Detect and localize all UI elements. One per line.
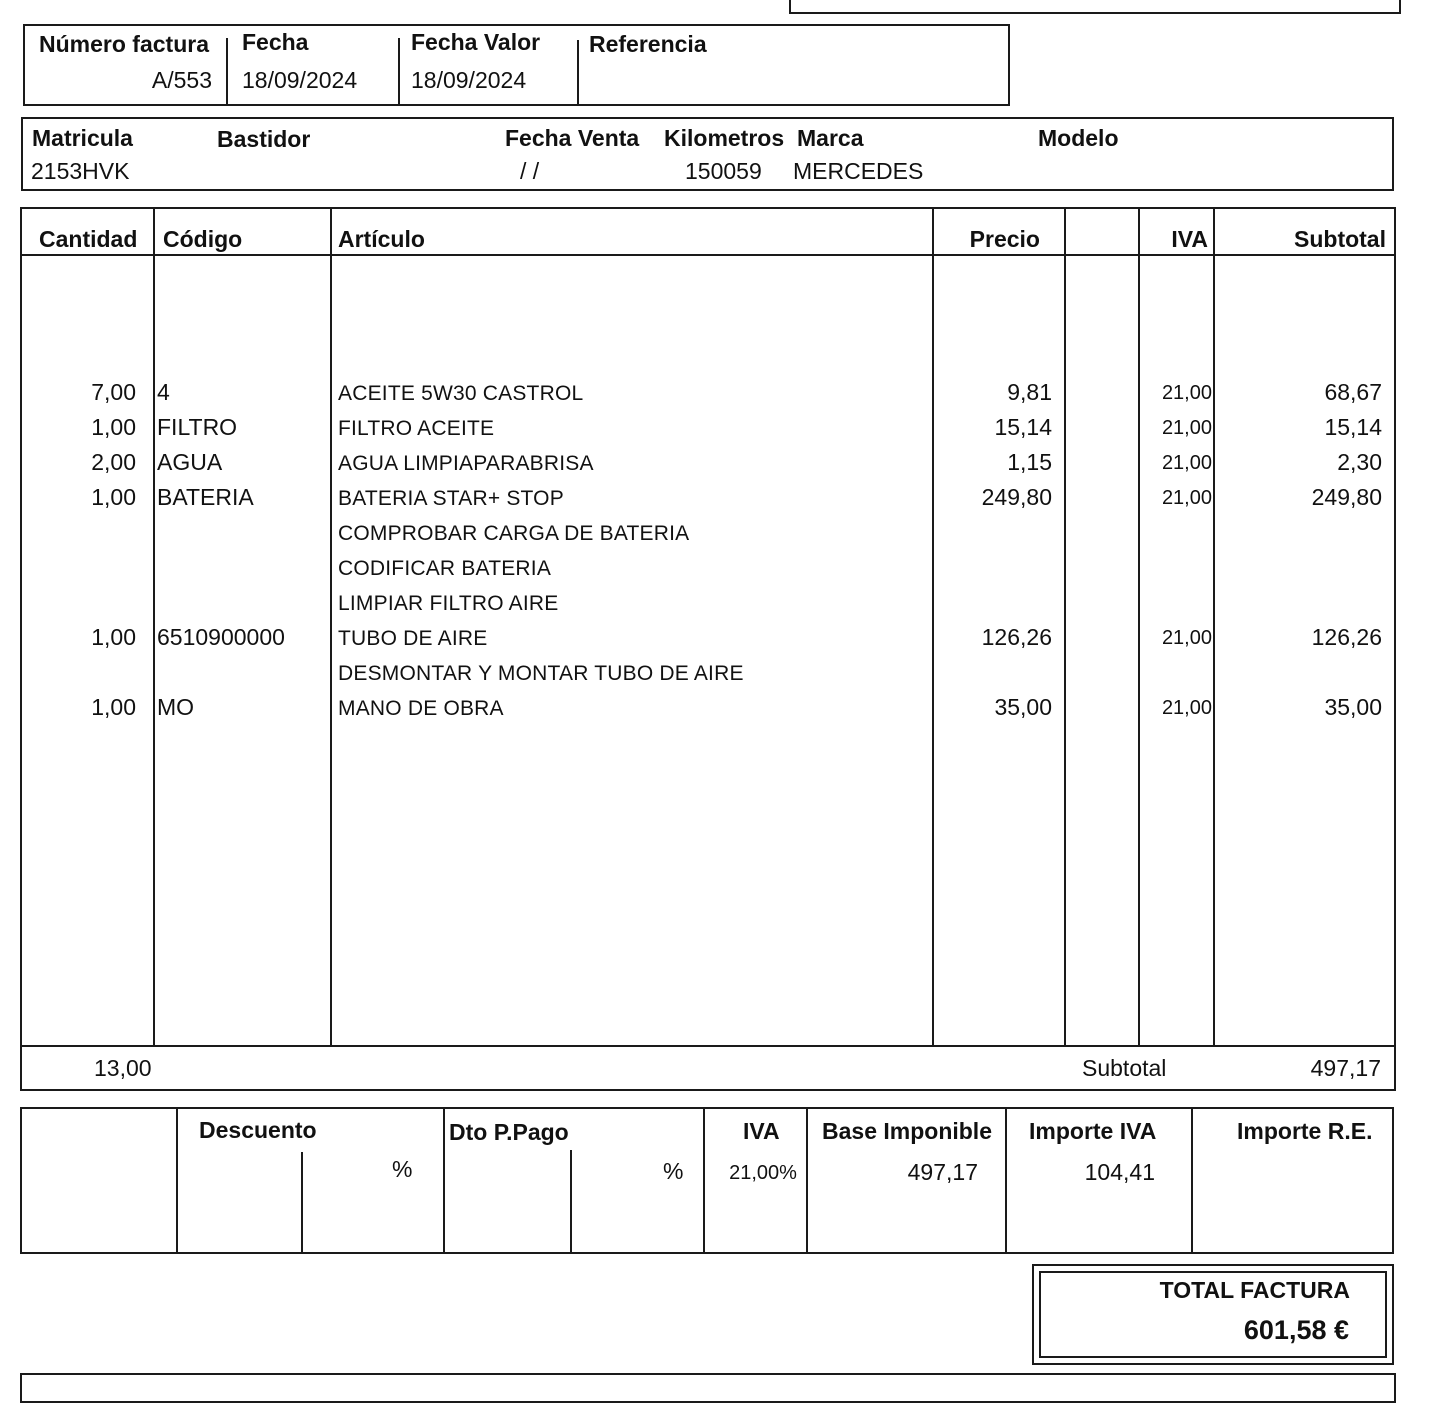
cell-iva: 21,00 [1161, 417, 1212, 439]
kilometros-value: 150059 [685, 158, 762, 184]
cell-codigo: 6510900000 [157, 624, 285, 650]
cell-subtotal: 35,00 [1324, 694, 1382, 720]
divider [1005, 1107, 1007, 1254]
cell-articulo: DESMONTAR Y MONTAR TUBO DE AIRE [338, 662, 744, 685]
total-cantidad: 13,00 [94, 1055, 152, 1081]
fecha-valor-value: 18/09/2024 [411, 67, 527, 93]
fecha-label: Fecha [242, 29, 309, 55]
table-footer-divider [20, 1045, 1396, 1047]
cell-cantidad: 1,00 [91, 484, 136, 510]
descuento-label: Descuento [199, 1117, 317, 1143]
header-codigo: Código [163, 226, 243, 252]
cell-articulo: MANO DE OBRA [338, 697, 504, 720]
kilometros-label: Kilometros [664, 125, 785, 151]
divider [443, 1107, 445, 1254]
table-row [0, 556, 1440, 591]
cell-cantidad: 7,00 [91, 379, 136, 405]
divider [1191, 1107, 1193, 1254]
table-row [0, 486, 1440, 521]
descuento-pct-symbol: % [392, 1156, 413, 1182]
cell-articulo: TUBO DE AIRE [338, 627, 488, 650]
divider [398, 38, 400, 104]
subtotal-label: Subtotal [1082, 1055, 1167, 1081]
cell-codigo: AGUA [157, 449, 223, 475]
table-row [0, 696, 1440, 731]
bottom-partial-box [20, 1373, 1396, 1403]
table-row [0, 416, 1440, 451]
numero-factura-value: A/553 [151, 67, 212, 93]
importe-iva-label: Importe IVA [1029, 1118, 1157, 1144]
table-row [0, 661, 1440, 696]
cell-cantidad: 1,00 [91, 414, 136, 440]
cell-precio: 1,15 [1007, 449, 1052, 475]
cell-iva: 21,00 [1161, 627, 1212, 649]
cell-iva: 21,00 [1161, 382, 1212, 404]
cell-iva: 21,00 [1161, 487, 1212, 509]
cell-articulo: COMPROBAR CARGA DE BATERIA [338, 522, 690, 545]
table-row [0, 591, 1440, 626]
table-row [0, 451, 1440, 486]
cell-cantidad: 1,00 [91, 624, 136, 650]
bastidor-label: Bastidor [217, 126, 311, 152]
cell-codigo: 4 [157, 379, 170, 405]
header-precio: Precio [969, 226, 1040, 252]
total-factura-label: TOTAL FACTURA [1159, 1277, 1350, 1303]
divider [577, 40, 579, 104]
fecha-venta-label: Fecha Venta [505, 125, 640, 151]
cell-subtotal: 2,30 [1337, 449, 1382, 475]
cell-codigo: BATERIA [157, 484, 254, 510]
dto-ppago-label: Dto P.Pago [449, 1119, 569, 1145]
divider [570, 1150, 572, 1254]
table-header-divider [20, 254, 1396, 256]
importe-iva-value: 104,41 [1084, 1159, 1155, 1185]
iva-value: 21,00% [729, 1162, 797, 1184]
cell-precio: 249,80 [981, 484, 1052, 510]
cell-cantidad: 1,00 [91, 694, 136, 720]
divider [703, 1107, 705, 1254]
cell-subtotal: 126,26 [1311, 624, 1382, 650]
header-articulo: Artículo [338, 226, 425, 252]
cell-subtotal: 249,80 [1311, 484, 1382, 510]
marca-value: MERCEDES [793, 158, 924, 184]
fecha-valor-label: Fecha Valor [411, 29, 541, 55]
header-iva: IVA [1171, 226, 1208, 252]
top-partial-box [789, 0, 1401, 14]
numero-factura-label: Número factura [39, 31, 209, 57]
cell-articulo: FILTRO ACEITE [338, 417, 495, 440]
cell-articulo: CODIFICAR BATERIA [338, 557, 552, 580]
divider [301, 1152, 303, 1254]
header-subtotal: Subtotal [1294, 226, 1386, 252]
cell-precio: 9,81 [1007, 379, 1052, 405]
cell-codigo: FILTRO [157, 414, 238, 440]
cell-iva: 21,00 [1161, 697, 1212, 719]
cell-precio: 15,14 [994, 414, 1052, 440]
cell-iva: 21,00 [1161, 452, 1212, 474]
total-factura-value: 601,58 € [1243, 1315, 1349, 1345]
header-cantidad: Cantidad [39, 226, 138, 252]
table-row [0, 626, 1440, 661]
cell-codigo: MO [157, 694, 195, 720]
marca-label: Marca [797, 125, 864, 151]
table-row [0, 521, 1440, 556]
dto-ppago-pct-symbol: % [663, 1158, 684, 1184]
base-imponible-label: Base Imponible [822, 1118, 992, 1144]
subtotal-value: 497,17 [1310, 1055, 1381, 1081]
cell-articulo: LIMPIAR FILTRO AIRE [338, 592, 559, 615]
divider [226, 38, 228, 104]
base-imponible-value: 497,17 [907, 1159, 978, 1185]
cell-subtotal: 68,67 [1324, 379, 1382, 405]
fecha-value: 18/09/2024 [242, 67, 358, 93]
cell-articulo: BATERIA STAR+ STOP [338, 487, 564, 510]
referencia-label: Referencia [589, 31, 707, 57]
matricula-value: 2153HVK [31, 158, 130, 184]
divider [176, 1107, 178, 1254]
fecha-venta-value: / / [520, 158, 540, 184]
iva-label: IVA [743, 1118, 780, 1144]
cell-cantidad: 2,00 [91, 449, 136, 475]
cell-articulo: ACEITE 5W30 CASTROL [338, 382, 584, 405]
table-row [0, 381, 1440, 416]
cell-subtotal: 15,14 [1324, 414, 1382, 440]
cell-precio: 35,00 [994, 694, 1052, 720]
importe-re-label: Importe R.E. [1237, 1118, 1373, 1144]
modelo-label: Modelo [1038, 125, 1119, 151]
cell-precio: 126,26 [981, 624, 1052, 650]
matricula-label: Matricula [32, 125, 133, 151]
cell-articulo: AGUA LIMPIAPARABRISA [338, 452, 594, 475]
